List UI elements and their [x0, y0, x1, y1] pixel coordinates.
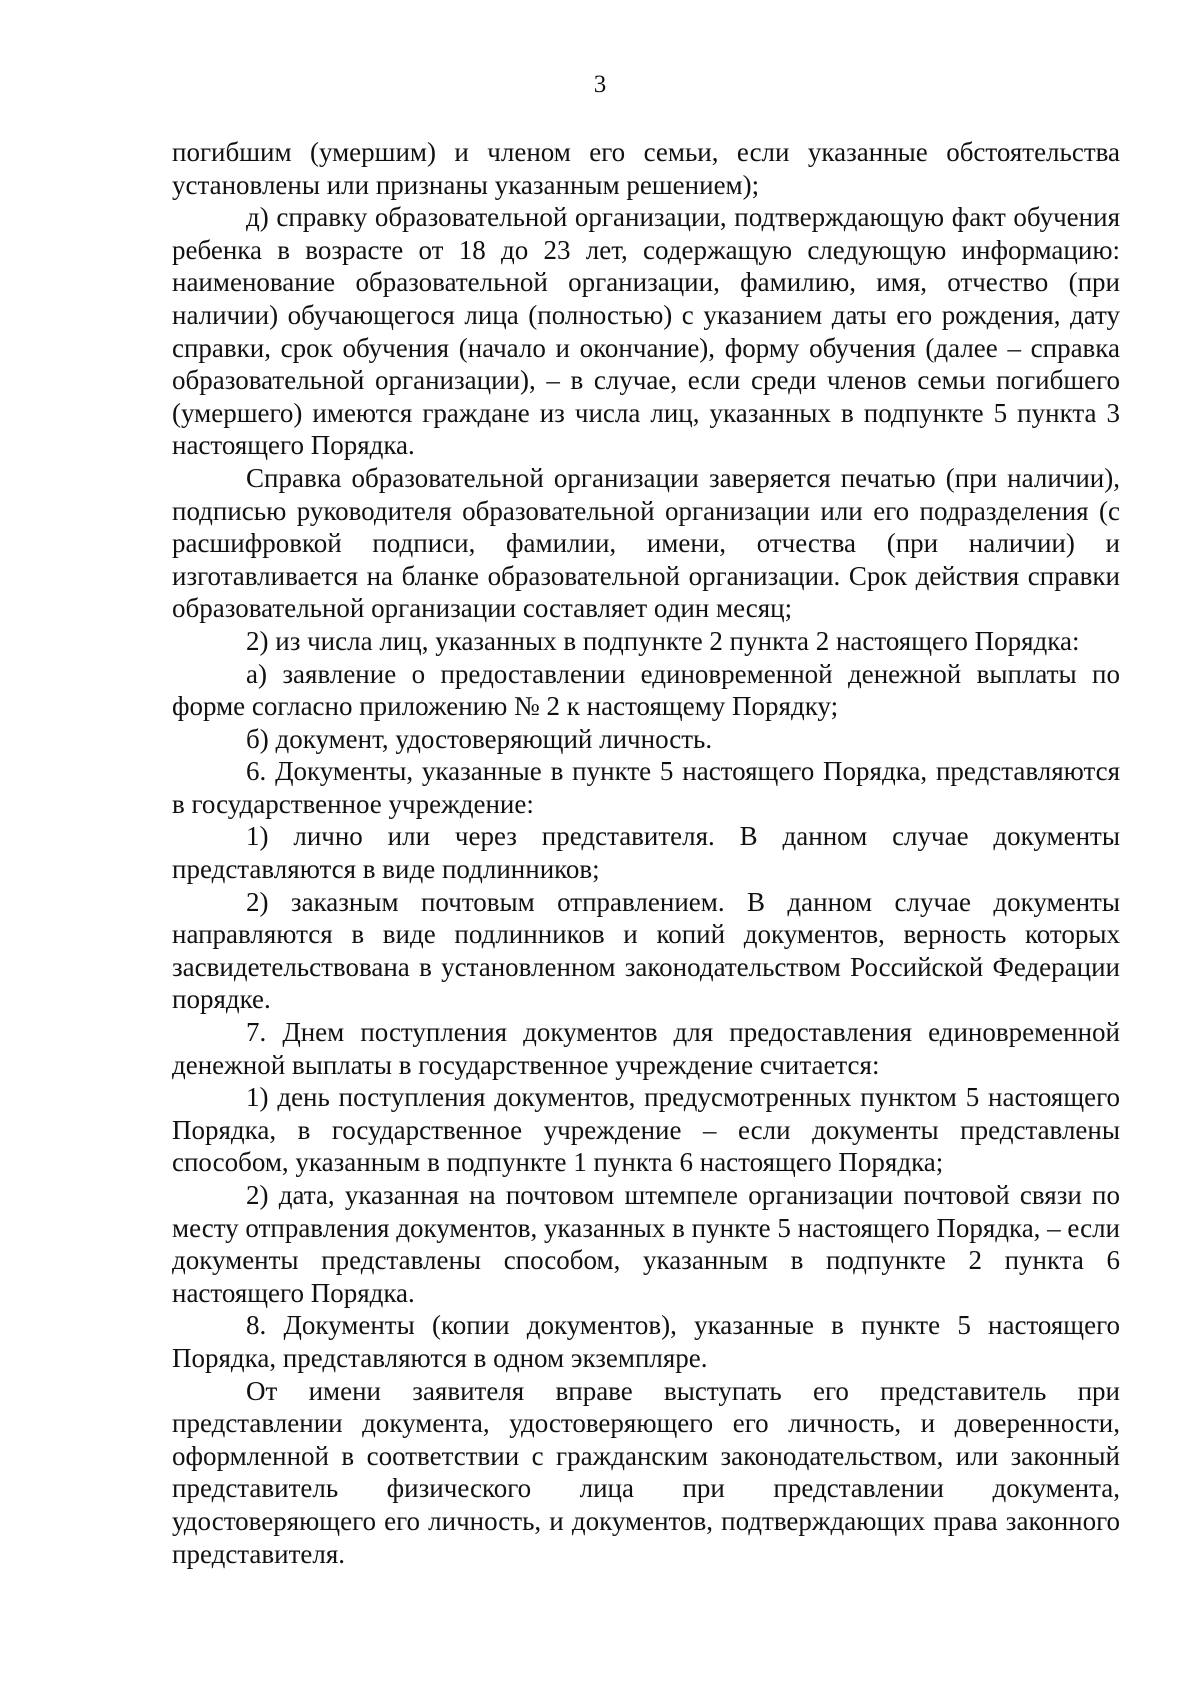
paragraph-item-a: а) заявление о предоставлении единовременной денежной выплаты по форме согласно приложению № 2 к настоящему Порядку;: [172, 658, 1120, 722]
page-number: 3: [593, 71, 607, 98]
paragraph-clause-6-item-1: 1) лично или через представителя. В данном случае документы представляются в виде подлинников;: [172, 821, 1120, 885]
paragraph-clause-6: 6. Документы, указанные в пункте 5 настоящего Порядка, представляются в государственное учреждение:: [172, 756, 1120, 819]
paragraph-clause-7: 7. Днем поступления документов для предоставления единовременной денежной выплаты в государственное учреждение считается:: [172, 1017, 1120, 1080]
paragraph-certificate-note: Справка образовательной организации заверяется печатью (при наличии), подписью руководителя образовательной организации или его подразделения (с расшифровкой подписи, фамилии, имени, отчества (при наличии) и изготавливается на бланке образовательной организации. Срок действия справки образовательной организации составляет один месяц;: [172, 462, 1120, 624]
paragraph-item-2: 2) из числа лиц, указанных в подпункте 2 пункта 2 настоящего Порядка:: [246, 625, 1080, 656]
paragraph-continuation: погибшим (умершим) и членом его семьи, если указанные обстоятельства установлены или признаны указанным решением);: [172, 137, 1120, 200]
paragraph-item-b: б) документ, удостоверяющий личность.: [246, 723, 713, 754]
document-body: [172, 136, 1120, 1570]
paragraph-item-d: д) справку образовательной организации, подтверждающую факт обучения ребенка в возрасте от 18 до 23 лет, содержащую следующую информацию: наименование образовательной организации, фамилию, имя, отчество (при наличии) обучающегося лица (полностью) с указанием даты его рождения, дату справки, срок обучения (начало и окончание), форму обучения (далее – справка образовательной организации), – в случае, если среди членов семьи погибшего (умершего) имеются граждане из числа лиц, указанных в подпункте 5 пункта 3 настоящего Порядка.: [172, 202, 1120, 461]
paragraph-clause-8: 8. Документы (копии документов), указанные в пункте 5 настоящего Порядка, представляются в одном экземпляре.: [172, 1310, 1120, 1373]
paragraph-clause-7-item-2: 2) дата, указанная на почтовом штемпеле организации почтовой связи по месту отправления документов, указанных в пункте 5 настоящего Порядка, – если документы представлены способом, указанным в подпункте 2 пункта 6 настоящего Порядка.: [172, 1180, 1120, 1308]
paragraph-representative: От имени заявителя вправе выступать его представитель при представлении документа, удостоверяющего его личность, и доверенности, оформленной в соответствии с гражданским законодательством, или законный представитель физического лица при представлении документа, удостоверяющего его личность, и документов, подтверждающих права законного представителя.: [172, 1375, 1120, 1569]
paragraph-clause-7-item-1: 1) день поступления документов, предусмотренных пунктом 5 настоящего Порядка, в государственное учреждение – если документы представлены способом, указанным в подпункте 1 пункта 6 настоящего Порядка;: [172, 1082, 1120, 1178]
paragraph-clause-6-item-2: 2) заказным почтовым отправлением. В данном случае документы направляются в виде подлинников и копий документов, верность которых засвидетельствована в установленном законодательством Российской Федерации порядке.: [172, 886, 1120, 1015]
